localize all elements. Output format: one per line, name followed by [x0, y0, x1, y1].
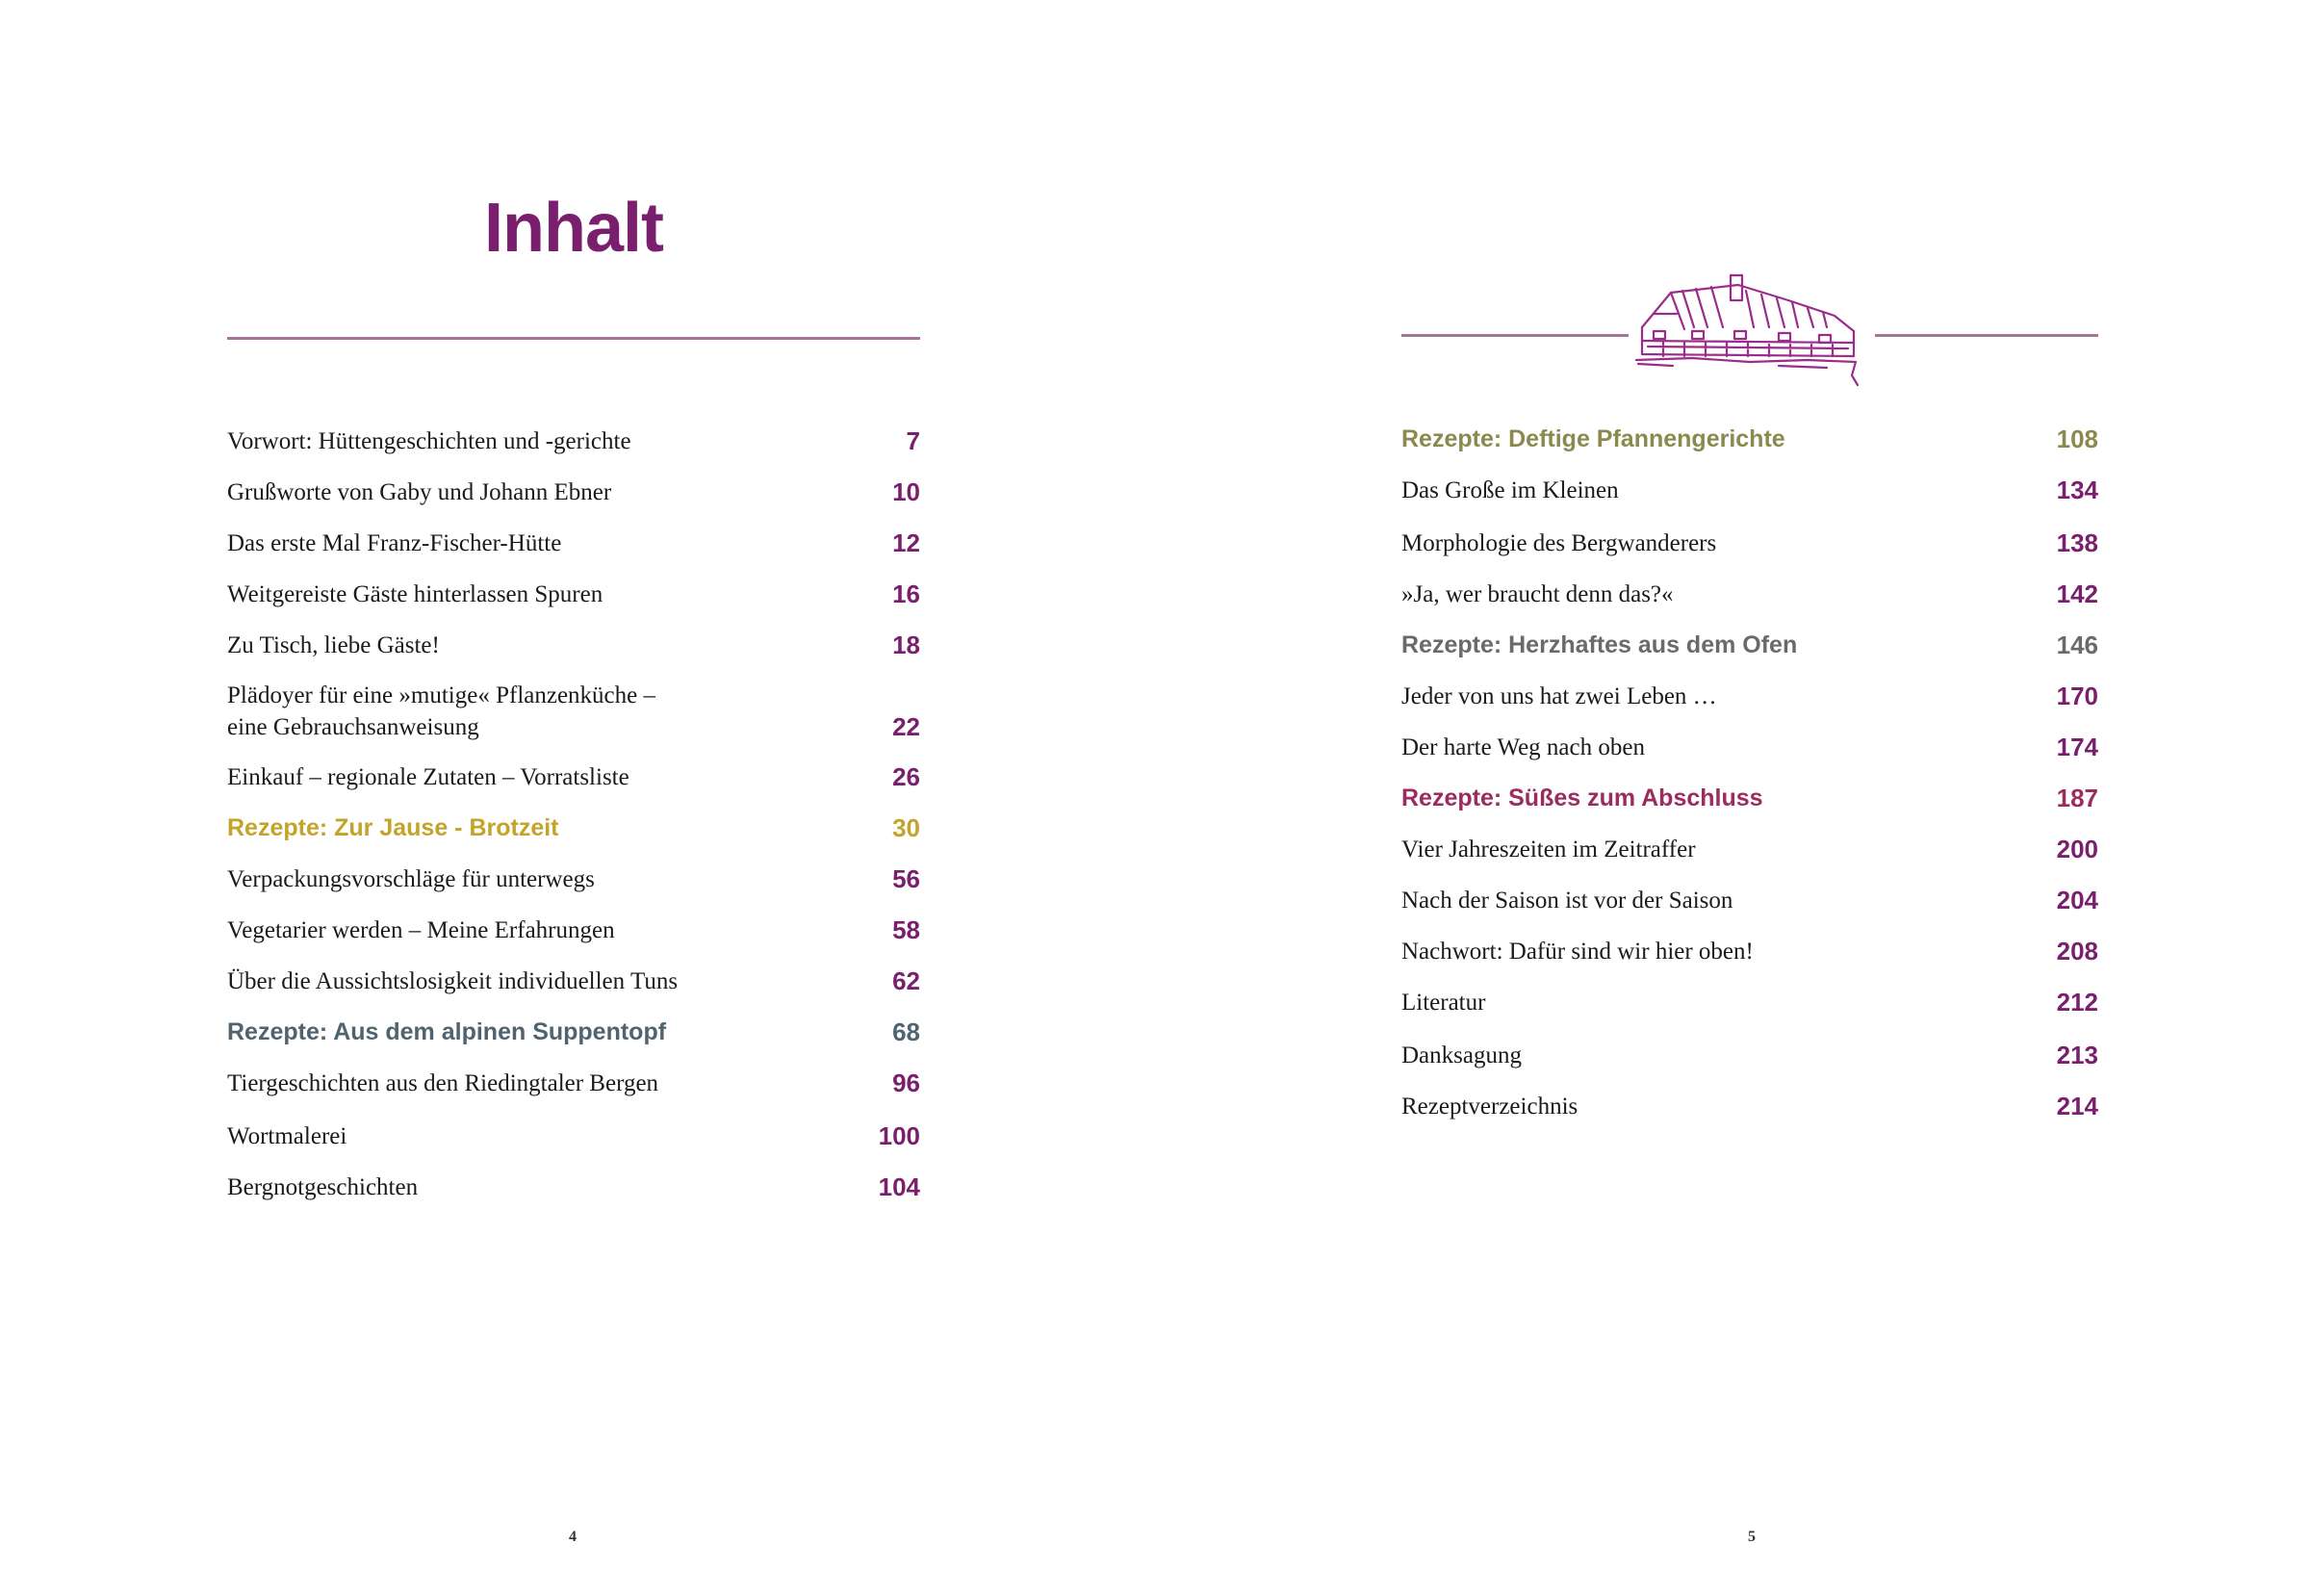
toc-entry-label: Verpackungsvorschläge für unterwegs [227, 866, 595, 892]
toc-entry[interactable] [227, 761, 920, 793]
toc-entry[interactable] [1401, 475, 2098, 506]
toc-entry-label: Literatur [1401, 990, 1486, 1016]
toc-entry[interactable] [1401, 885, 2098, 916]
toc-entry-page: 213 [2056, 1041, 2098, 1069]
toc-entry[interactable] [227, 1171, 920, 1203]
toc-entry[interactable] [1401, 579, 2098, 610]
toc-entry-page: 208 [2056, 937, 2098, 965]
toc-entry[interactable] [227, 863, 920, 895]
mountain-hut-icon [1634, 271, 1861, 387]
toc-entry-label: Das Große im Kleinen [1401, 477, 1619, 503]
toc-entry-page: 7 [906, 426, 920, 455]
toc-entry-page: 10 [892, 477, 920, 506]
toc-entry-page: 174 [2056, 733, 2098, 761]
toc-entry-page: 22 [892, 712, 920, 741]
toc-entry-page: 68 [892, 1017, 920, 1046]
toc-entry[interactable] [227, 425, 920, 457]
toc-entry-label: Nach der Saison ist vor der Saison [1401, 888, 1733, 914]
toc-entry[interactable] [1401, 528, 2098, 559]
page-number: 4 [569, 1529, 577, 1545]
toc-entry[interactable] [1401, 834, 2098, 865]
toc-entry-page: 56 [892, 864, 920, 893]
toc-entry-label: Weitgereiste Gäste hinterlassen Spuren [227, 581, 603, 607]
toc-entry-page: 108 [2056, 425, 2098, 453]
toc-recipe-entry[interactable] [1401, 783, 2098, 814]
page-title: Inhalt [484, 190, 663, 267]
toc-entry-label: Nachwort: Dafür sind wir hier oben! [1401, 939, 1754, 965]
toc-entry-page: 134 [2056, 476, 2098, 504]
toc-entry-label: Vier Jahreszeiten im Zeitraffer [1401, 837, 1696, 862]
toc-entry-label: Vegetarier werden – Meine Erfahrungen [227, 917, 615, 943]
toc-entry[interactable] [227, 680, 920, 743]
toc-entry[interactable] [1401, 936, 2098, 967]
toc-entry-page: 16 [892, 579, 920, 608]
toc-entry-label: Vorwort: Hüttengeschichten und -gerichte [227, 428, 631, 454]
toc-entry-label: »Ja, wer braucht denn das?« [1401, 581, 1674, 607]
toc-entry[interactable] [227, 476, 920, 508]
toc-entry-label: Danksagung [1401, 1043, 1522, 1068]
toc-entry-label: Wortmalerei [227, 1123, 347, 1149]
toc-entry-label: Tiergeschichten aus den Riedingtaler Bergen [227, 1070, 659, 1096]
toc-entry-label-line2: eine Gebrauchsanweisung [227, 714, 479, 740]
toc-recipe-entry[interactable] [227, 1017, 920, 1048]
toc-entry[interactable] [227, 528, 920, 559]
toc-entry[interactable] [227, 1120, 920, 1152]
toc-entry-page: 96 [892, 1068, 920, 1097]
toc-entry-page: 138 [2056, 528, 2098, 557]
toc-entry-label-line1: Plädoyer für eine »mutige« Pflanzenküche – [227, 682, 655, 708]
toc-entry[interactable] [227, 914, 920, 946]
toc-entry-label: Zu Tisch, liebe Gäste! [227, 632, 440, 658]
right-page [1155, 0, 2310, 1596]
toc-recipe-entry[interactable] [1401, 424, 2098, 455]
toc-entry-page: 30 [892, 813, 920, 842]
toc-entry-page: 200 [2056, 835, 2098, 863]
toc-entry[interactable] [1401, 732, 2098, 763]
toc-entry-page: 170 [2056, 682, 2098, 710]
toc-entry-label: Rezepte: Herzhaftes aus dem Ofen [1401, 631, 1798, 658]
toc-entry[interactable] [1401, 1091, 2098, 1122]
page-number: 5 [1748, 1529, 1756, 1545]
header-divider-right [1875, 334, 2098, 337]
toc-entry-page: 18 [892, 631, 920, 659]
toc-entry-page: 58 [892, 915, 920, 944]
toc-entry-label: Rezeptverzeichnis [1401, 1094, 1578, 1120]
toc-recipe-entry[interactable] [1401, 630, 2098, 661]
toc-recipe-entry[interactable] [227, 812, 920, 844]
toc-entry-page: 214 [2056, 1092, 2098, 1120]
toc-entry-label [227, 680, 892, 743]
toc-entry[interactable] [1401, 1040, 2098, 1071]
toc-entry[interactable] [227, 630, 920, 661]
toc-entry-label: Über die Aussichtslosigkeit individuellen Tuns [227, 968, 679, 994]
toc-entry[interactable] [227, 579, 920, 610]
toc-entry-page: 146 [2056, 631, 2098, 659]
toc-entry[interactable] [1401, 987, 2098, 1018]
toc-entry-label: Grußworte von Gaby und Johann Ebner [227, 479, 612, 505]
toc-entry-label: Rezepte: Deftige Pfannengerichte [1401, 425, 1785, 452]
toc-entry-label: Rezepte: Zur Jause - Brotzeit [227, 814, 559, 841]
toc-entry-label: Das erste Mal Franz-Fischer-Hütte [227, 530, 562, 556]
toc-entry-page: 12 [892, 528, 920, 557]
toc-entry[interactable] [227, 1068, 920, 1099]
toc-entry-label: Rezepte: Süßes zum Abschluss [1401, 785, 1763, 811]
toc-entry-label: Der harte Weg nach oben [1401, 734, 1645, 760]
toc-entry-label: Rezepte: Aus dem alpinen Suppentopf [227, 1018, 667, 1045]
toc-entry-label: Morphologie des Bergwanderers [1401, 530, 1717, 556]
toc-entry-page: 100 [878, 1121, 920, 1150]
toc-entry-page: 212 [2056, 988, 2098, 1017]
toc-entry-label: Bergnotgeschichten [227, 1174, 419, 1200]
toc-entry-page: 204 [2056, 886, 2098, 914]
toc-entry-page: 104 [878, 1172, 920, 1201]
header-divider-left [1401, 334, 1629, 337]
toc-entry-page: 142 [2056, 579, 2098, 608]
toc-entry[interactable] [1401, 681, 2098, 712]
toc-entry-label: Jeder von uns hat zwei Leben … [1401, 683, 1717, 709]
title-divider [227, 337, 920, 340]
toc-entry-page: 187 [2056, 784, 2098, 812]
toc-entry-page: 62 [892, 966, 920, 995]
toc-entry-label: Einkauf – regionale Zutaten – Vorratsliste [227, 764, 629, 790]
toc-entry-page: 26 [892, 762, 920, 791]
toc-entry[interactable] [227, 965, 920, 997]
